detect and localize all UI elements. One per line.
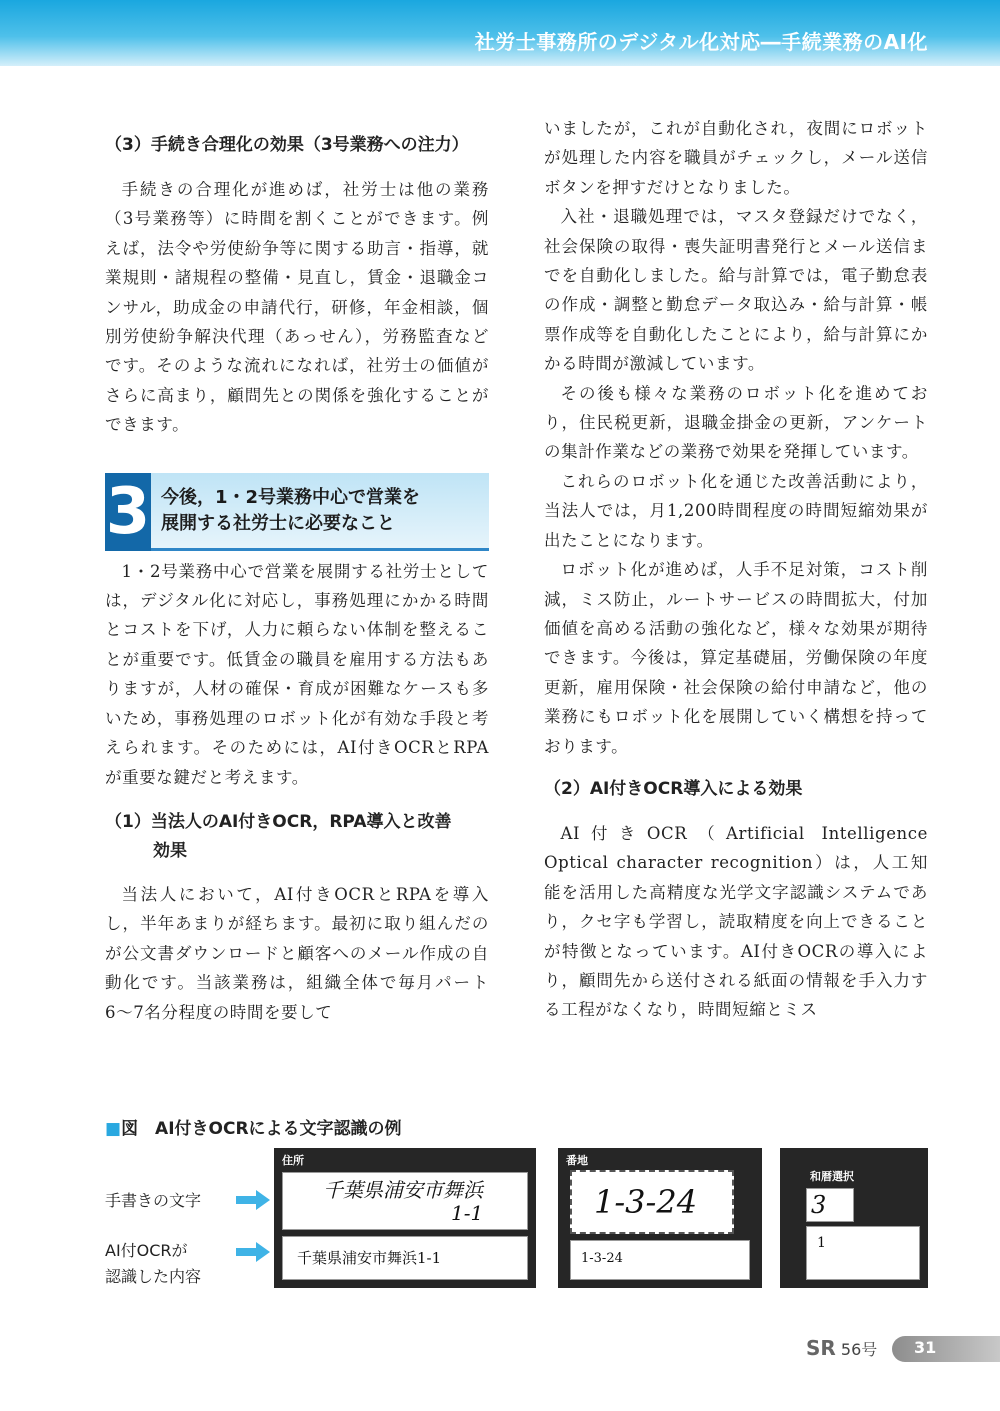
heading-ocr: （2）AI付きOCR導入による効果 <box>544 778 803 799</box>
footer-logo <box>806 1336 877 1360</box>
heading-intro-line2: 効果 <box>153 840 187 861</box>
section-title-line1: 今後，1・2号業務中心で営業を <box>161 486 421 508</box>
heading-intro <box>105 808 489 837</box>
arrow-right-icon <box>236 1190 270 1210</box>
figure-title-text: 図 AI付きOCRによる文字認識の例 <box>121 1119 402 1139</box>
paragraph-intro: 当法人において，AI付きOCRとRPAを導入し，半年あまりが経ちます。最初に取り組んだのが公文書ダウンロードと顧客へのメール作成の自動化です。当該業務は，組織全体で毎月パート6〜7名分程度の時間を要して <box>105 884 489 1022</box>
heading-effect: （3）手続き合理化の効果（3号業務への注力） <box>105 135 469 155</box>
paragraph-robot-effects: ロボット化が進めば，人手不足対策，コスト削減，ミス防止，ルートサービスの時間拡大，付加価値を高める活動の強化など，様々な効果が期待できます。今後は，算定基礎届，労働保険の年度更新，雇用保険・社会保険の給付申請など，他の業務にもロボット化を展開していく構想を持っております。 <box>544 560 928 756</box>
recognized-address: 千葉県浦安市舞浜1-1 <box>282 1236 528 1280</box>
handwritten-address <box>282 1172 528 1230</box>
panel-label-address: 住所 <box>282 1154 304 1167</box>
section-title-line2: 展開する社労士に必要なこと <box>161 512 395 534</box>
footer-issue: 56号 <box>840 1340 878 1359</box>
panel-label-block: 番地 <box>566 1154 588 1167</box>
label-ocr-line2: 認識した内容 <box>105 1267 202 1286</box>
left-column <box>105 112 489 1027</box>
heading-intro-line1: （1）当法人のAI付きOCR，RPA導入と改善 <box>105 811 452 832</box>
section-header <box>105 473 489 551</box>
paragraph-entry-exit: 入社・退職処理では，マスタ登録だけでなく，社会保険の取得・喪失証明書発行とメール送信までを自動化しました。給与計算では，電子勤怠表の作成・調整と勤怠データ取込み・給与計算・帳票作成等を自動化したことにより，給与計算にかかる時間が激減しています。 <box>544 207 928 374</box>
figure-title <box>105 1114 402 1139</box>
page-number: 31 <box>914 1338 937 1357</box>
right-column <box>544 114 928 1025</box>
figure-square-icon: ■ <box>105 1119 122 1139</box>
section-number: 3 <box>105 474 151 549</box>
label-handwritten: 手書きの文字 <box>105 1191 202 1210</box>
section-title <box>151 473 489 551</box>
handwritten-era-text: 3 <box>811 1191 827 1219</box>
page-number-tab <box>892 1336 1000 1362</box>
recognized-era: 1 <box>806 1226 920 1280</box>
ocr-panel-block <box>558 1148 762 1288</box>
handwritten-address-line1: 千葉県浦安市舞浜 <box>323 1178 483 1202</box>
ocr-panel-era <box>780 1148 928 1288</box>
arrow-right-icon <box>236 1242 270 1262</box>
paragraph-ocr: AI付きOCR（Artificial Intelligence Optical character recognition）は，人工知能を活用した高精度な光学文字認識システムであり，クセ字も学習し，読取精度を向上できることが特徴となっています。AI付きOCRの導入により，顧問先から送付される紙面の情報を手入力する工程がなくなり，時間短縮とミス <box>544 823 928 1020</box>
footer-logo-sr: SR <box>806 1336 836 1360</box>
paragraph-effect: 手続きの合理化が進めば，社労士は他の業務（3号業務等）に時間を割くことができます。例えば，法令や労使紛争等に関する助言・指導，就業規則・諸規程の整備・見直し，賃金・退職金コンサル，助成金の申請代行，研修，年金相談，個別労使紛争解決代理（あっせん），労務監査などです。そのような流れになれば，社労士の価値がさらに高まり，顧問先との関係を強化することができます。 <box>105 180 489 435</box>
running-header-title: 社労士事務所のデジタル化対応―手続業務のAI化 <box>474 30 928 54</box>
paragraph-continued: いましたが，これが自動化され，夜間にロボットが処理した内容を職員がチェックし，メール送信ボタンを押すだけとなりました。 <box>544 119 928 197</box>
handwritten-block-text: 1-3-24 <box>594 1183 698 1221</box>
paragraph-time-saved: これらのロボット化を通じた改善活動により，当法人では，月1,200時間程度の時間短縮効果が出たことになります。 <box>544 471 928 550</box>
handwritten-address-line2: 1-1 <box>451 1201 484 1225</box>
handwritten-era <box>806 1188 854 1222</box>
label-ocr-recognized <box>105 1238 201 1290</box>
handwritten-block <box>570 1170 734 1234</box>
label-ocr-line1: AI付OCRが <box>105 1241 188 1260</box>
paragraph-other-tasks: その後も様々な業務のロボット化を進めており，住民税更新，退職金掛金の更新，アンケートの集計作業などの業務で効果を発揮しています。 <box>544 383 928 462</box>
ocr-panel-address <box>274 1148 536 1288</box>
header-band <box>0 0 1000 66</box>
recognized-block: 1-3-24 <box>570 1240 750 1280</box>
panel-label-era: 和暦選択 <box>810 1170 854 1183</box>
paragraph-section: 1・2号業務中心で営業を展開する社労士としては，デジタル化に対応し，事務処理にかかる時間とコストを下げ，人力に頼らない体制を整えることが重要です。低賃金の職員を雇用する方法もありますが，人材の確保・育成が困難なケースも多いため，事務処理のロボット化が有効な手段と考えられます。そのためには，AI付きOCRとRPAが重要な鍵だと考えます。 <box>105 561 489 787</box>
